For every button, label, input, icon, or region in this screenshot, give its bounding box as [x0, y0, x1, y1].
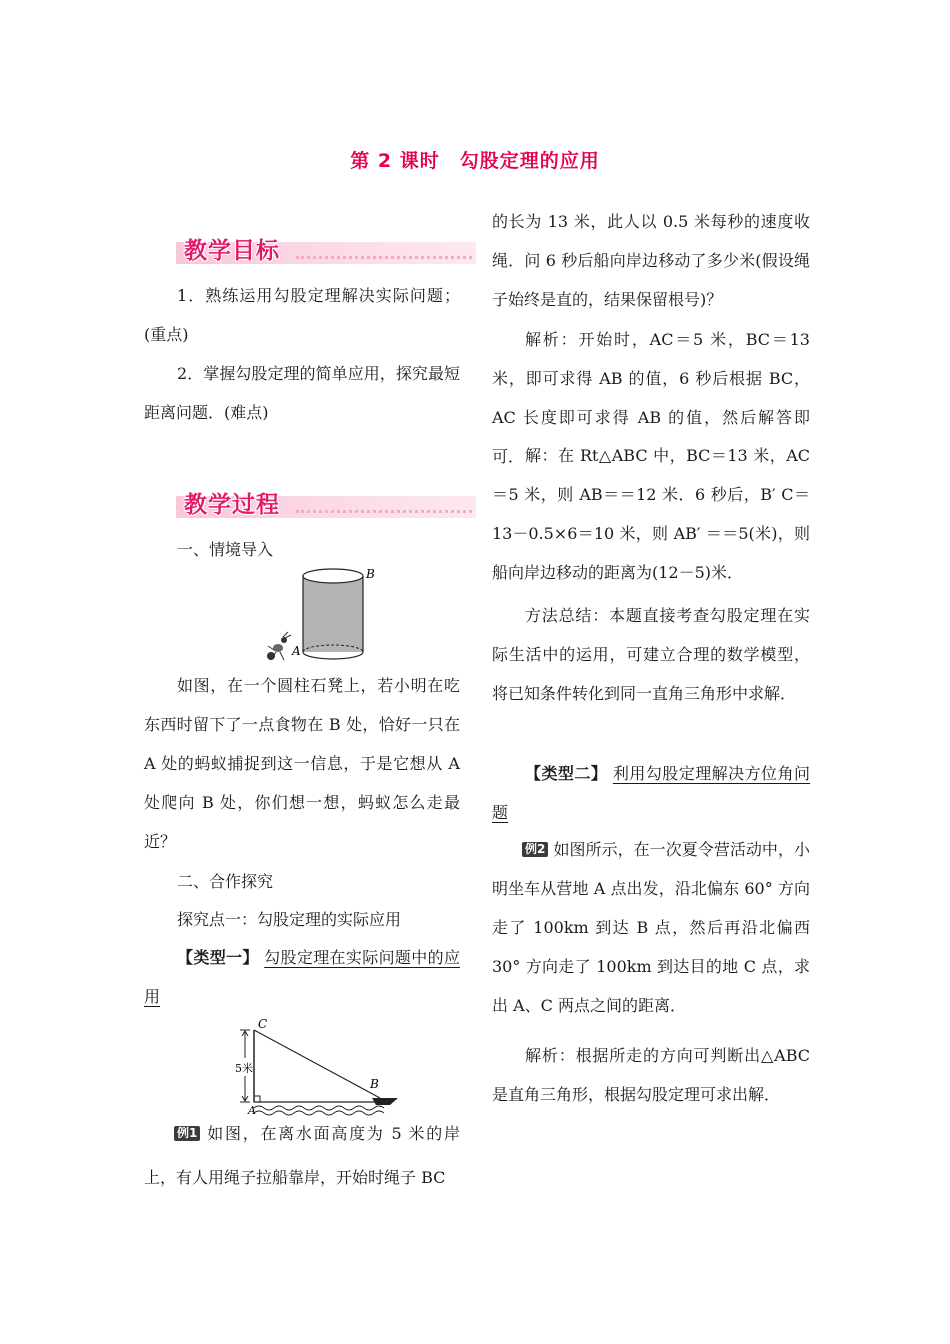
section-banner-goals [176, 232, 476, 268]
type-2-title: 利用勾股定理解决方位角问题 [492, 764, 810, 822]
banner-label: 教学目标 [184, 238, 280, 264]
banner-label: 教学过程 [184, 492, 280, 518]
banner-dots [296, 256, 472, 259]
section-banner-process [176, 486, 476, 522]
label-a: A [292, 644, 301, 658]
cylinder-body [303, 576, 363, 652]
example-2 [492, 830, 810, 1025]
page-title: 第 2 课时 勾股定理的应用 [350, 150, 600, 172]
goal-2: 2．掌握勾股定理的简单应用，探究最短距离问题．(难点) [144, 364, 460, 422]
label-c: C [258, 1017, 268, 1031]
section-1-heading: 一、情境导入 [177, 540, 274, 559]
solution-1: 解：在 Rt△ABC 中，BC＝13 米，AC＝5 米，则 AB＝＝12 米．6 秒后，B′ C＝13－0.5×6＝10 米，则 AB′ ＝＝5(米)，则船向岸边移动的距离为(12－5)米． [492, 446, 810, 582]
label-b: B [366, 567, 375, 581]
ant-icon [267, 632, 291, 660]
intro-paragraph: 如图，在一个圆柱石凳上，若小明在吃东西时留下了一点食物在 B 处，恰好一只在 A 处的蚂蚁捕捉到这一信息，于是它想从 A 处爬向 B 处，你们想一想，蚂蚁怎么走最近？ [144, 676, 460, 851]
label-a: A [248, 1104, 256, 1117]
example-1-continued: 的长为 13 米，此人以 0.5 米每秒的速度收绳．问 6 秒后船向岸边移动了多少米(假设绳子始终是直的，结果保留根号)？ [492, 212, 810, 309]
type-2-heading [492, 754, 810, 832]
example-1-text: 如图，在离水面高度为 5 米的岸上，有人用绳子拉船靠岸，开始时绳子 BC [144, 1124, 460, 1187]
explore-point-1: 探究点一：勾股定理的实际应用 [177, 910, 402, 929]
cylinder-figure [256, 566, 386, 666]
height-label: 5米 [235, 1062, 253, 1075]
cylinder-top [303, 569, 363, 583]
analysis-1: 解析：开始时，AC＝5 米，BC＝13 米，即可求得 AB 的值，6 秒后根据 BC，AC 长度即可求得 AB 的值，然后解答即可． [492, 330, 810, 466]
label-b: B [370, 1077, 379, 1091]
type-1-title: 勾股定理在实际问题中的应用 [144, 948, 460, 1006]
type-1-heading [144, 938, 460, 1016]
goal-1: 1．熟练运用勾股定理解决实际问题；(重点) [144, 286, 460, 344]
section-2-heading: 二、合作探究 [177, 872, 274, 891]
example-1 [144, 1112, 460, 1200]
example-1-badge: 例1 [174, 1126, 200, 1141]
method-summary-1: 方法总结：本题直接考查勾股定理在实际生活中的运用，可建立合理的数学模型，将已知条件转化到同一直角三角形中求解． [492, 606, 810, 703]
type-2-tag: 【类型二】 [525, 764, 608, 783]
type-1-tag: 【类型一】 [177, 948, 259, 967]
analysis-2: 解析：根据所走的方向可判断出△ABC 是直角三角形，根据勾股定理可求出解． [492, 1046, 810, 1104]
example-2-text: 如图所示，在一次夏令营活动中，小明坐车从营地 A 点出发，沿北偏东 60° 方向走了 100km 到达 B 点，然后再沿北偏西 30° 方向走了 100km 到达目的地 C 点，求出 A、C 两点之间的距离． [492, 840, 810, 1015]
water-wave [254, 1106, 384, 1110]
boat-triangle-figure [232, 1014, 402, 1120]
banner-dots [296, 510, 472, 513]
boat-icon [372, 1098, 398, 1105]
example-2-badge: 例2 [522, 842, 548, 857]
